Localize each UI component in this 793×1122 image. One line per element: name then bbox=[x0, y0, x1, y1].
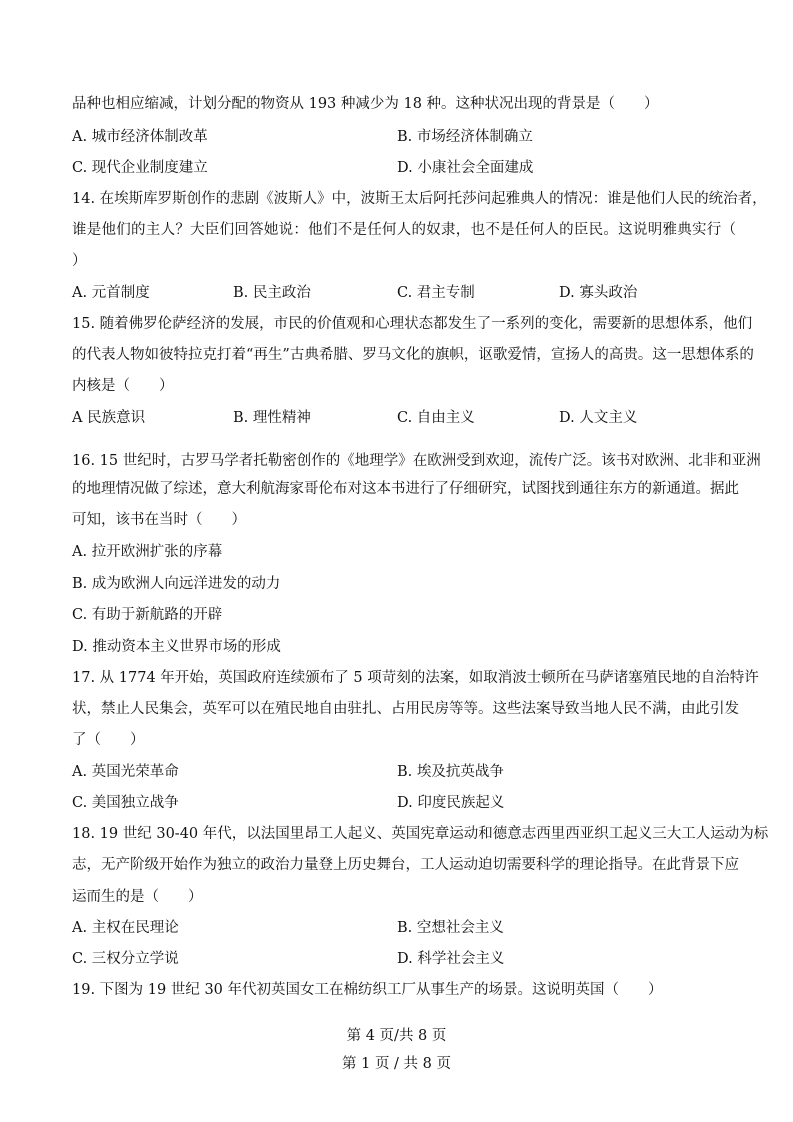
q15-option-b: B. 理性精神 bbox=[233, 410, 311, 426]
q14-option-b: B. 民主政治 bbox=[233, 285, 311, 301]
question-18-line-2: 志，无产阶级开始作为独立的政治力量登上历史舞台，工人运动迫切需要科学的理论指导。在此背景下应 bbox=[72, 857, 739, 873]
question-17-line-3: 了（ ） bbox=[72, 732, 145, 748]
inner-page-number: 第 4 页/共 8 页 bbox=[346, 1028, 447, 1044]
question-16-line-1: 16. 15 世纪时，古罗马学者托勒密创作的《地理学》在欧洲受到欢迎，流传广泛。该书对欧洲、北非和亚洲 bbox=[72, 453, 761, 469]
q17-option-a: A. 英国光荣革命 bbox=[72, 764, 179, 780]
q13-option-b: B. 市场经济体制确立 bbox=[397, 129, 533, 145]
q13-option-c: C. 现代企业制度建立 bbox=[72, 160, 208, 176]
question-16-line-2: 的地理情况做了综述，意大利航海家哥伦布对这本书进行了仔细研究，试图找到通往东方的新通道。据此 bbox=[72, 481, 739, 497]
q17-option-b: B. 埃及抗英战争 bbox=[397, 764, 504, 780]
q15-option-c: C. 自由主义 bbox=[397, 410, 475, 426]
question-13-text: 品种也相应缩减，计划分配的物资从 193 种减少为 18 种。这种状况出现的背景是（ ） bbox=[72, 96, 659, 112]
q18-option-b: B. 空想社会主义 bbox=[397, 920, 504, 936]
question-17-line-1: 17. 从 1774 年开始，英国政府连续颁布了 5 项苛刻的法案，如取消波士顿所在马萨诸塞殖民地的自治特许 bbox=[72, 670, 759, 686]
q14-option-c: C. 君主专制 bbox=[397, 285, 475, 301]
q16-option-b: B. 成为欧洲人向远洋进发的动力 bbox=[72, 576, 281, 592]
question-14-line-1: 14. 在埃斯库罗斯创作的悲剧《波斯人》中，波斯王太后阿托莎问起雅典人的情况：谁是他们人民的统治者， bbox=[72, 191, 767, 207]
q15-option-d: D. 人文主义 bbox=[559, 410, 638, 426]
question-16-line-3: 可知，该书在当时（ ） bbox=[72, 512, 246, 528]
q15-option-a: A 民族意识 bbox=[72, 410, 146, 426]
question-18-line-1: 18. 19 世纪 30-40 年代，以法国里昂工人起义、英国宪章运动和德意志西里西亚织工起义三大工人运动为标 bbox=[72, 826, 769, 842]
q13-option-d: D. 小康社会全面建成 bbox=[397, 160, 534, 176]
q13-option-a: A. 城市经济体制改革 bbox=[72, 129, 208, 145]
q17-option-d: D. 印度民族起义 bbox=[397, 795, 505, 811]
q18-option-d: D. 科学社会主义 bbox=[397, 951, 505, 967]
question-15-line-3: 内核是（ ） bbox=[72, 378, 174, 394]
question-19-text: 19. 下图为 19 世纪 30 年代初英国女工在棉纺织工厂从事生产的场景。这说明英国（ ） bbox=[72, 982, 663, 998]
question-15-line-2: 的代表人物如彼特拉克打着“再生”古典希腊、罗马文化的旗帜，讴歌爱情，宣扬人的高贵。这一思想体系的 bbox=[72, 347, 754, 363]
q18-option-a: A. 主权在民理论 bbox=[72, 920, 179, 936]
q14-option-d: D. 寡头政治 bbox=[559, 285, 638, 301]
question-17-line-2: 状，禁止人民集会，英军可以在殖民地自由驻扎、占用民房等等。这些法案导致当地人民不满，由此引发 bbox=[72, 701, 739, 717]
q16-option-d: D. 推动资本主义世界市场的形成 bbox=[72, 639, 281, 655]
q16-option-a: A. 拉开欧洲扩张的序幕 bbox=[72, 544, 223, 560]
question-18-line-3: 运而生的是（ ） bbox=[72, 889, 203, 905]
question-15-line-1: 15. 随着佛罗伦萨经济的发展，市民的价值观和心理状态都发生了一系列的变化，需要新的思想体系，他们 bbox=[72, 316, 753, 332]
q14-option-a: A. 元首制度 bbox=[72, 285, 150, 301]
q18-option-c: C. 三权分立学说 bbox=[72, 951, 179, 967]
q16-option-c: C. 有助于新航路的开辟 bbox=[72, 607, 223, 623]
question-14-line-3: ） bbox=[72, 253, 87, 269]
q17-option-c: C. 美国独立战争 bbox=[72, 795, 179, 811]
question-14-line-2: 谁是他们的主人？大臣们回答她说：他们不是任何人的奴隶，也不是任何人的臣民。这说明雅典实行（ bbox=[72, 222, 736, 238]
page-number: 第 1 页 / 共 8 页 bbox=[342, 1056, 451, 1072]
